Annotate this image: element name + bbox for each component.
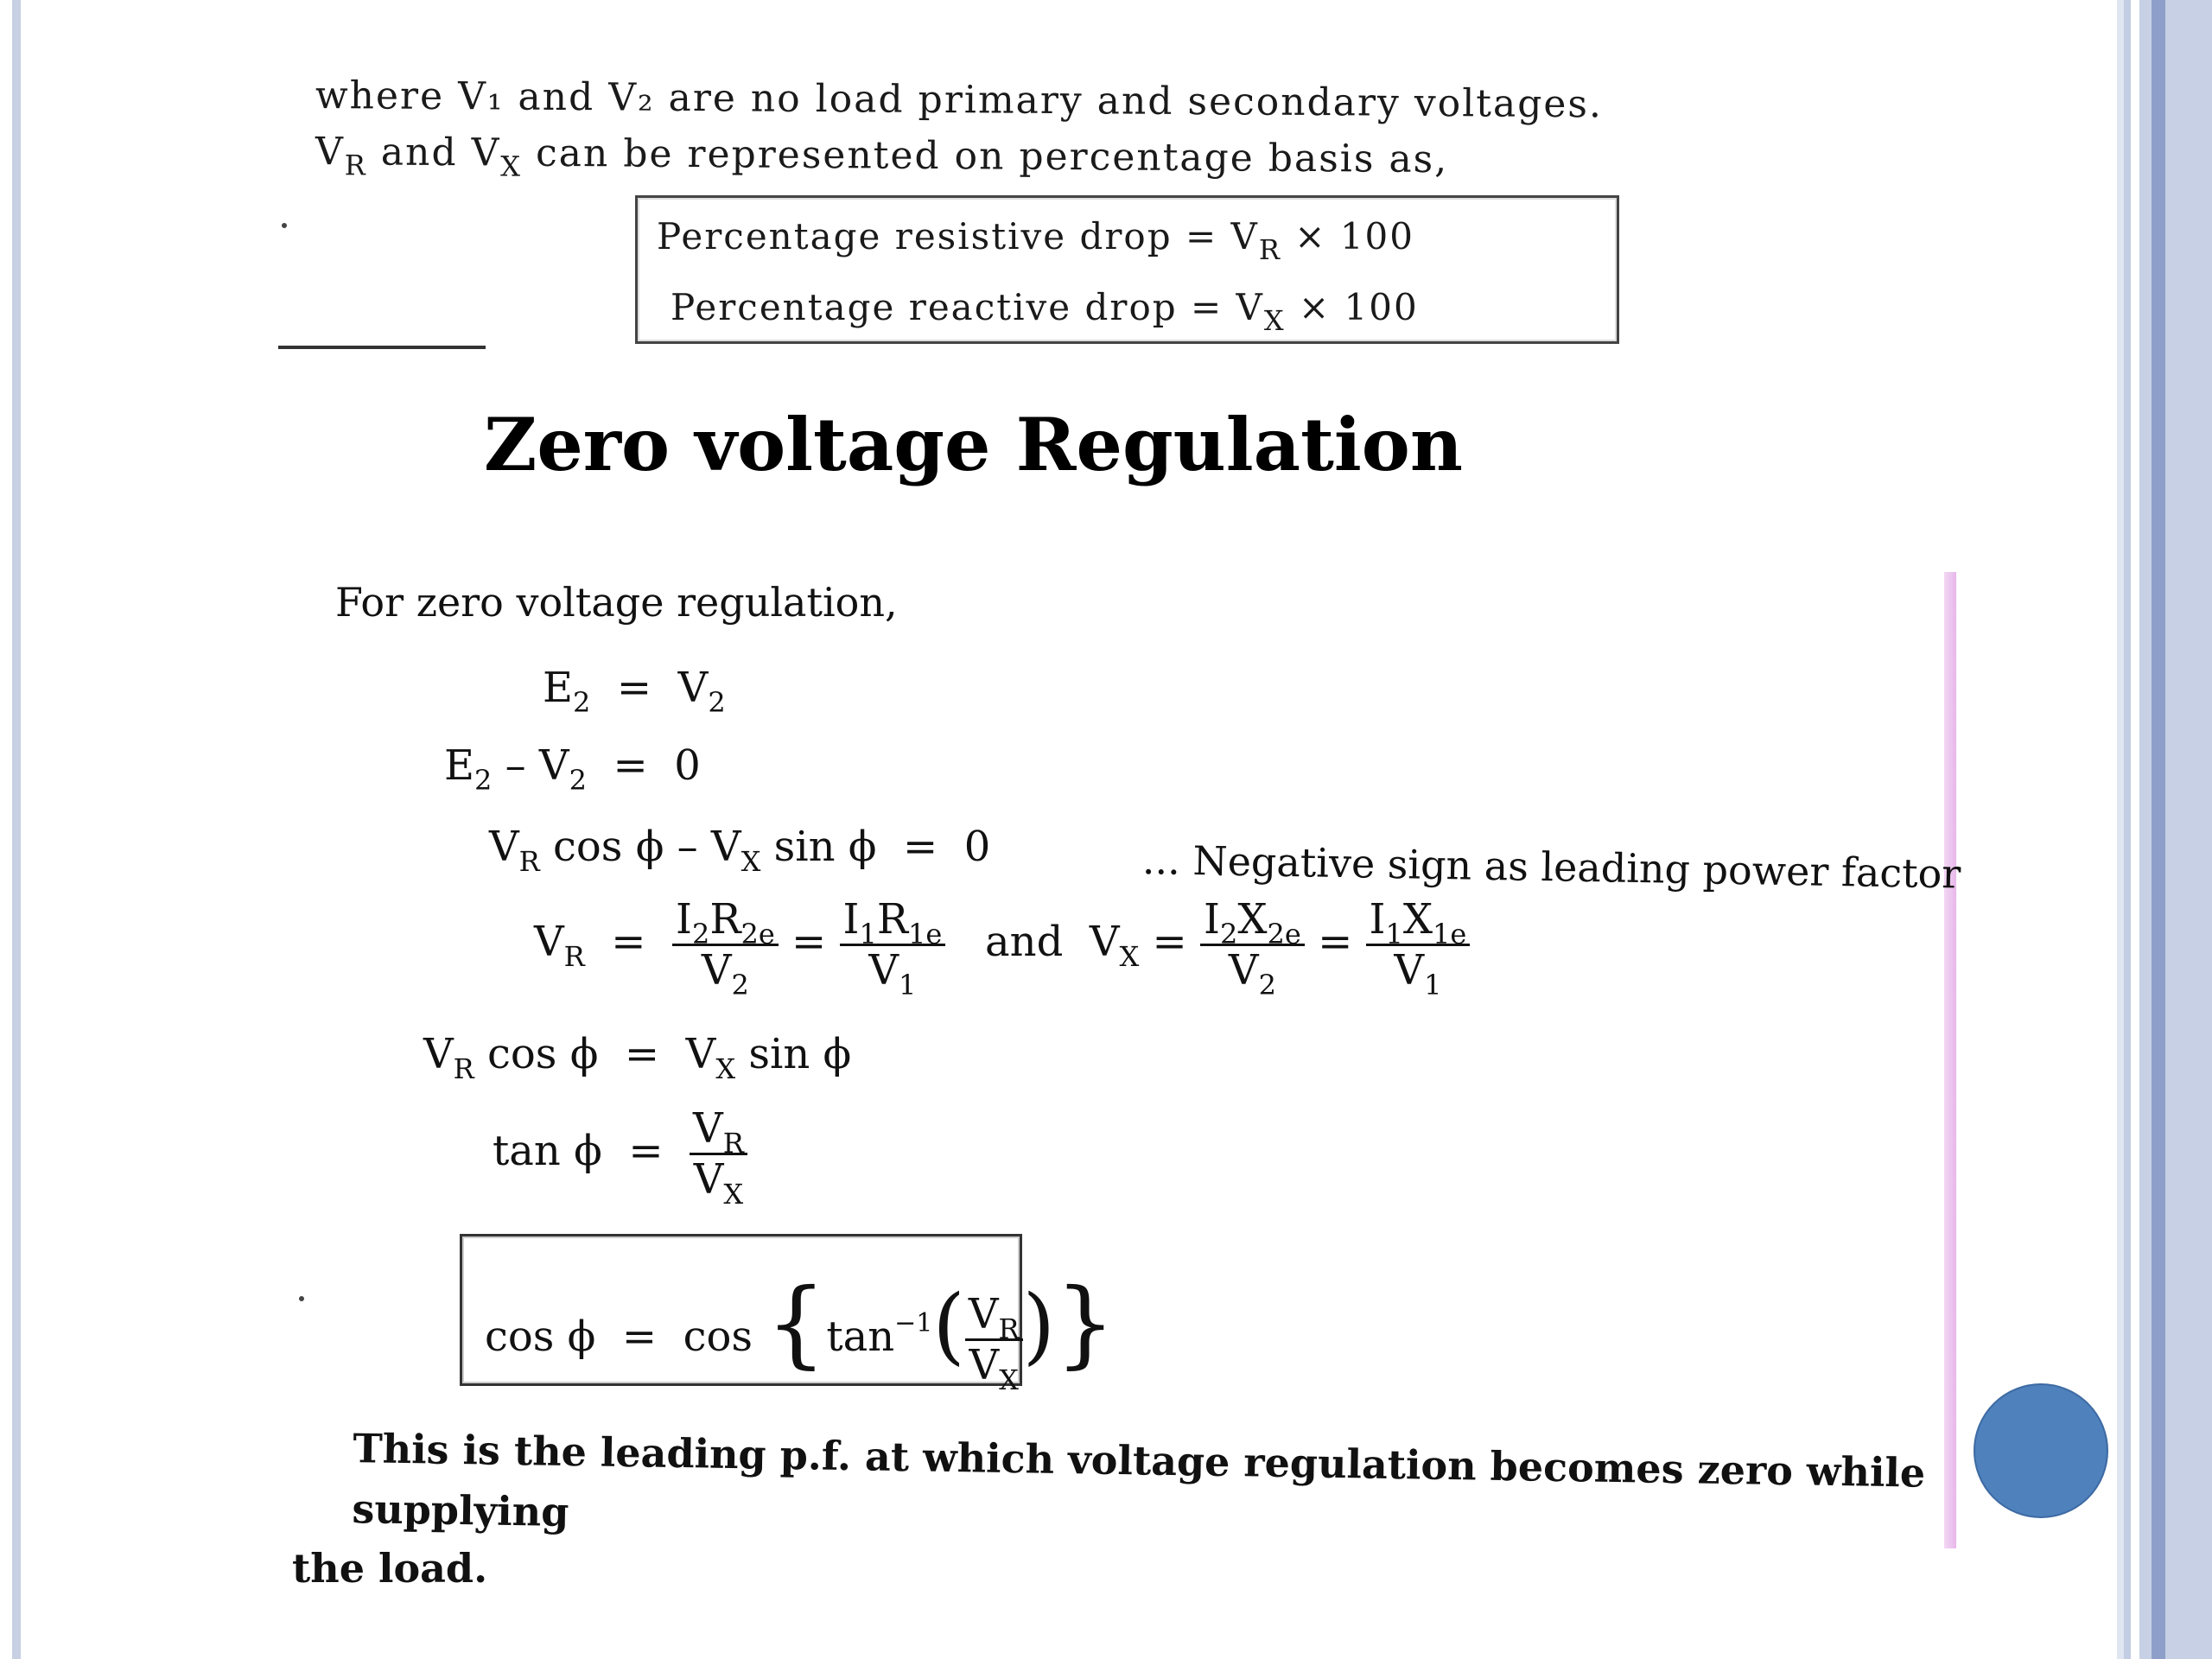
cos-phi-result-box (460, 1234, 1116, 1396)
scan-dot (299, 1296, 304, 1301)
percentage-reactive-drop-formula: Percentage reactive drop = $V_X \times 100$ (671, 286, 1419, 337)
separator-line (278, 346, 486, 349)
equation-e2-minus-v2: $E_2 - V_2 = 0$ (444, 741, 701, 797)
conclusion-paragraph (292, 1417, 1934, 1599)
slide-decoration-circle (1974, 1383, 2108, 1518)
slide-left-border (0, 0, 26, 1659)
top-text-line-2: $V_R$ and $V_X$ can be represented on percentage basis as, (315, 130, 1449, 183)
equation-cos-phi-result: $\cos \phi = \cos \{\tan^{-1}$( $\frac{V_R}{V_X}$ )} (485, 1268, 1116, 1396)
percentage-drop-box (635, 195, 1619, 344)
equation-vr-cos-minus-vx-sin: $V_R$ cos ϕ – $V_X$ sin ϕ = 0 (489, 823, 991, 878)
top-text-line-1: where V₁ and V₂ are no load primary and secondary voltages. (315, 73, 1604, 127)
intro-text: For zero voltage regulation, (335, 579, 898, 626)
scan-edge (1944, 572, 1956, 1548)
slide-title: Zero voltage Regulation (484, 402, 1463, 487)
equation-vr-cos-equals-vx-sin: $V_R$ $\cos \phi = V_X$ sin ϕ (423, 1030, 852, 1085)
equation-tan-phi: tan ϕ = $\frac{V_R}{V_X}$ (493, 1104, 747, 1204)
scan-dot (282, 223, 287, 228)
equation-e2-equals-v2: $E_2 = V_2$ (543, 664, 726, 719)
equation-vr-vx-definitions: $V_R$ = $\frac{I_2R_{2e}}{V_2}$ = $\frac{I_1R_{1e}}{V_1}$ and $V_X$ = $\frac{I_2X_{2e}}{V_2}$ = $\frac{I_1X_{1e}}{V_1}$ (534, 895, 1470, 995)
conclusion-line-1: This is the leading p.f. at which voltage regulation becomes zero while supplying (352, 1425, 1926, 1536)
percentage-resistive-drop-formula: Percentage resistive drop = $V_R \times 100$ (657, 215, 1415, 266)
leading-pf-note: ... Negative sign as leading power factor (1141, 836, 1961, 898)
conclusion-line-2: the load. (292, 1545, 488, 1592)
slide-right-border (2117, 0, 2212, 1659)
